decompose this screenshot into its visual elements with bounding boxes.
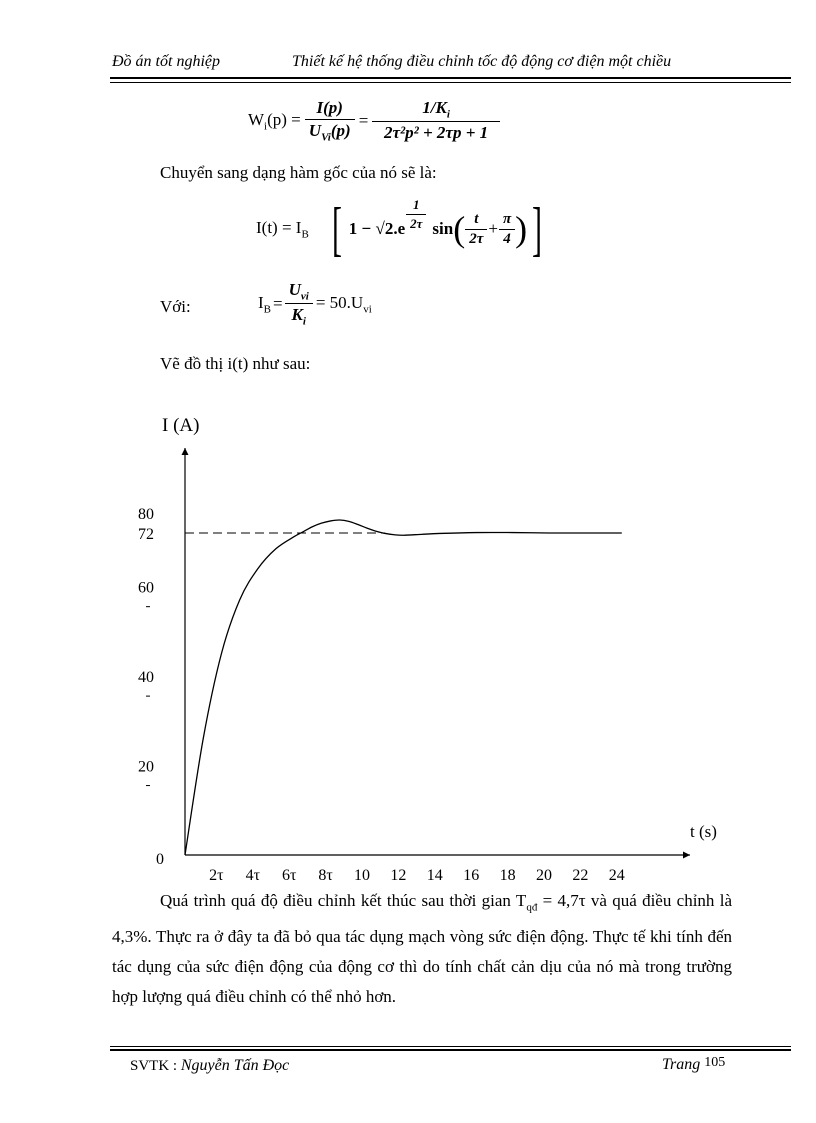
y-tick-label: 60 <box>138 579 154 597</box>
x-tick-label: 6τ <box>281 867 297 884</box>
y-axis-label: I (A) <box>162 415 200 436</box>
x-tick-label: 18 <box>499 867 516 884</box>
x-tick-label: 10 <box>354 867 370 884</box>
y-tick-label: 80 <box>138 506 154 523</box>
y-tick-label: 40 <box>138 669 154 687</box>
text-ve: Vẽ đồ thị i(t) như sau: <box>160 354 311 373</box>
header-left: Đồ án tốt nghiệp <box>112 53 220 70</box>
x-tick-label: 8τ <box>318 867 333 884</box>
footer-author: SVTK : Nguyễn Tấn Đọc <box>130 1057 290 1074</box>
y-tick-label: 72 <box>138 526 154 543</box>
equation-it: $I(t) = I_B$ [ 1 − √2.e $\frac{1}{2\tau}$ sin ( $\frac{t}{2\tau}$ + $\frac{\pi}{4}$ ) ] <box>256 196 543 262</box>
header-rule-thick <box>110 77 791 79</box>
paragraph-conclusion: Quá trình quá độ điều chỉnh kết thúc sau thời gian $T_{qđ} = 4,7\tau$ và quá điều chỉnh là 4,3%. Thực ra ở đây ta đã bỏ qua tác dụng mạch vòng sức điện động. Thực tế khi tính đến tác dụng của sức điện động của động cơ thì do tính chất cản dịu của nó mà trong trường hợp lượng quá điều chỉnh có thể nhỏ hơn. <box>112 891 732 1007</box>
response-curve <box>185 520 622 855</box>
text-voi: Với: <box>160 297 191 316</box>
x-tick-label: 16 <box>463 867 480 884</box>
x-tick-label: 24 <box>608 867 625 884</box>
footer-rule-thin <box>110 1046 791 1047</box>
text-chuyen: Chuyển sang dạng hàm gốc của nó sẽ là: <box>160 163 437 182</box>
x-tick-label: 4τ <box>245 867 261 884</box>
equation-ib: $I_B$ = $\frac{U_{vi}}{K_i}$ = $50.U_{vi}$ <box>258 280 372 328</box>
equation-wi: $W_i(p)$ = $\frac{I(p)}{U_{Vi}(p)}$ = $\frac{1/K_i}{\text{2τ²p² + 2τp + 1}}$ <box>248 98 500 143</box>
current-response-chart <box>120 405 740 885</box>
y-tick-label: 20 <box>138 758 154 776</box>
header-rule-thin <box>110 82 791 83</box>
origin-label: 0 <box>156 851 164 868</box>
x-tick-label: 14 <box>426 867 443 884</box>
x-axis-label: t (s) <box>690 822 717 841</box>
x-tick-label: 20 <box>536 867 552 884</box>
x-tick-label: 2τ <box>209 867 224 884</box>
x-tick-label: 12 <box>390 867 407 884</box>
footer-rule-thick <box>110 1049 791 1051</box>
x-tick-label: 22 <box>572 867 589 884</box>
header-right: Thiết kế hệ thống điều chỉnh tốc độ động cơ điện một chiều <box>292 53 672 70</box>
footer-page: Trang 105 <box>662 1055 726 1073</box>
